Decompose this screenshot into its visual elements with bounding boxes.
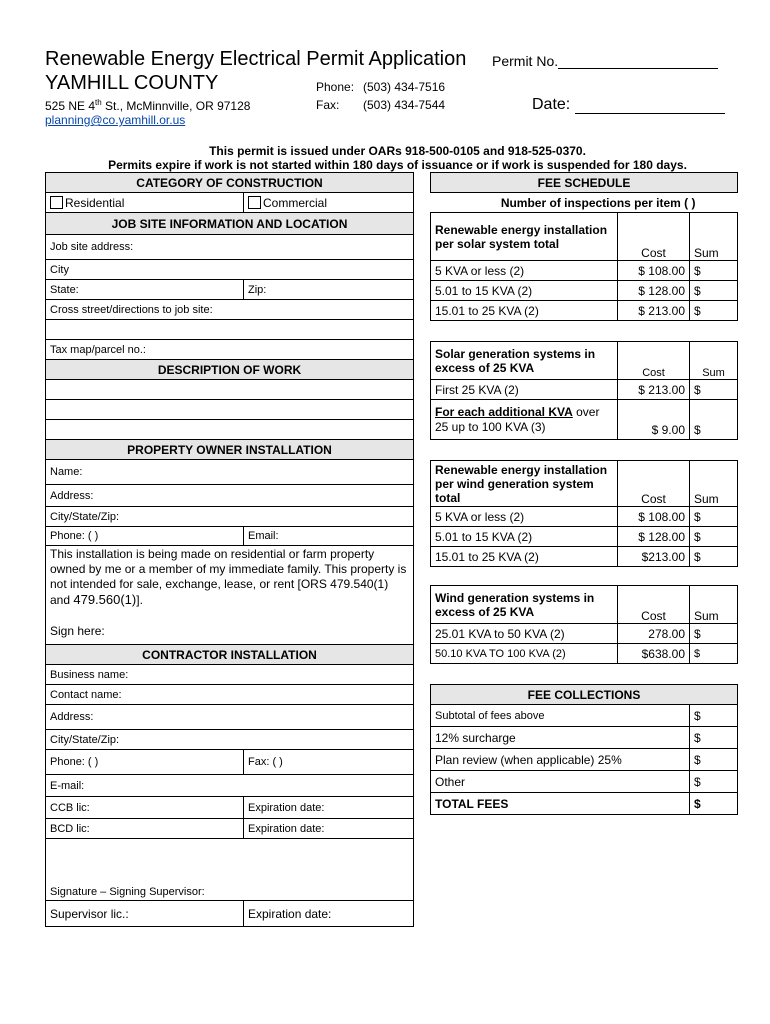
city-field[interactable]: City [46, 260, 414, 280]
inspections-count-field[interactable]: Number of inspections per item ( ) [431, 193, 738, 213]
date-field[interactable]: Date: [532, 96, 725, 114]
wind-excess-sum-header: Sum [690, 586, 738, 624]
wind-row-label: 5.01 to 15 KVA (2) [431, 527, 618, 547]
solar-sum-header: Sum [690, 213, 738, 261]
owner-name-field[interactable]: Name: [46, 460, 414, 485]
contractor-fax-field[interactable]: Fax: ( ) [244, 750, 414, 775]
contractor-email-field[interactable]: E-mail: [46, 775, 414, 797]
solar-excess-table [430, 341, 738, 440]
solar-first-sum[interactable]: $ [690, 380, 738, 400]
job-address-field[interactable]: Job site address: [46, 235, 414, 260]
ccb-expiration-field[interactable]: Expiration date: [244, 797, 414, 819]
wind-row-label: 5 KVA or less (2) [431, 507, 618, 527]
wind-excess-row-cost: 278.00 [618, 624, 690, 644]
solar-row-sum[interactable]: $ [690, 281, 738, 301]
wind-cost-header: Cost [618, 461, 690, 507]
contact-name-field[interactable]: Contact name: [46, 685, 414, 705]
surcharge-label: 12% surcharge [431, 727, 690, 749]
cross-street-line-2[interactable] [46, 320, 414, 340]
wind-row-label: 15.01 to 25 KVA (2) [431, 547, 618, 567]
contractor-city-field[interactable]: City/State/Zip: [46, 730, 414, 750]
fax-label: Fax: [316, 98, 340, 112]
notice-line-2: Permits expire if work is not started within 180 days of issuance or if work is suspended for 180 days. [108, 158, 687, 172]
owner-header: PROPERTY OWNER INSTALLATION [46, 440, 414, 460]
commercial-checkbox[interactable]: Commercial [244, 193, 414, 213]
wind-excess-row-cost: $638.00 [618, 644, 690, 664]
wind-excess-row-label: 25.01 KVA to 50 KVA (2) [431, 624, 618, 644]
plan-review-label: Plan review (when applicable) 25% [431, 749, 690, 771]
description-line-1[interactable] [46, 380, 414, 400]
solar-additional-label: For each additional KVA over 25 up to 100 KVA (3) [431, 400, 618, 440]
job-site-table [45, 172, 414, 927]
solar-row-sum[interactable]: $ [690, 261, 738, 281]
business-name-field[interactable]: Business name: [46, 665, 414, 685]
description-line-3[interactable] [46, 420, 414, 440]
phone-value: (503) 434-7516 [363, 80, 446, 94]
description-line-2[interactable] [46, 400, 414, 420]
form-title: Renewable Energy Electrical Permit Application [45, 48, 467, 70]
ccb-license-field[interactable]: CCB lic: [46, 797, 244, 819]
fee-collections-header: FEE COLLECTIONS [431, 685, 738, 705]
wind-excess-row-label: 50.10 KVA TO 100 KVA (2) [431, 644, 618, 664]
solar-excess-cost-header: Cost [618, 342, 690, 380]
category-header: CATEGORY OF CONSTRUCTION [46, 173, 414, 193]
email-link[interactable]: planning@co.yamhill.or.us [45, 113, 186, 127]
wind-row-sum[interactable]: $ [690, 507, 738, 527]
subtotal-sum[interactable]: $ [690, 705, 738, 727]
other-label: Other [431, 771, 690, 793]
solar-row-label: 15.01 to 25 KVA (2) [431, 301, 618, 321]
wind-row-cost: $ 128.00 [618, 527, 690, 547]
other-sum[interactable]: $ [690, 771, 738, 793]
solar-cost-header: Cost [618, 213, 690, 261]
contractor-address-field[interactable]: Address: [46, 705, 414, 730]
wind-excess-cost-header: Cost [618, 586, 690, 624]
solar-additional-sum[interactable]: $ [690, 400, 738, 440]
owner-address-field[interactable]: Address: [46, 485, 414, 507]
solar-row-cost: $ 213.00 [618, 301, 690, 321]
bcd-expiration-field[interactable]: Expiration date: [244, 819, 414, 839]
residential-checkbox[interactable]: Residential [46, 193, 244, 213]
wind-excess-row-sum[interactable]: $ [690, 624, 738, 644]
solar-row-label: 5.01 to 15 KVA (2) [431, 281, 618, 301]
solar-additional-cost: $ 9.00 [618, 400, 690, 440]
wind-row-cost: $213.00 [618, 547, 690, 567]
sign-here-label[interactable]: Sign here: [50, 624, 105, 638]
jobsite-header: JOB SITE INFORMATION AND LOCATION [46, 213, 414, 235]
supervisor-expiration-field[interactable]: Expiration date: [244, 901, 414, 927]
owner-city-field[interactable]: City/State/Zip: [46, 507, 414, 527]
contractor-phone-field[interactable]: Phone: ( ) [46, 750, 244, 775]
state-field[interactable]: State: [46, 280, 244, 300]
supervisor-license-field[interactable]: Supervisor lic.: [46, 901, 244, 927]
contractor-header: CONTRACTOR INSTALLATION [46, 645, 414, 665]
solar-header: Renewable energy installation per solar system total [431, 213, 618, 261]
wind-row-cost: $ 108.00 [618, 507, 690, 527]
solar-row-label: 5 KVA or less (2) [431, 261, 618, 281]
tax-map-field[interactable]: Tax map/parcel no.: [46, 340, 414, 360]
supervisor-signature-field[interactable]: Signature – Signing Supervisor: [46, 839, 414, 901]
surcharge-sum[interactable]: $ [690, 727, 738, 749]
cross-street-field[interactable]: Cross street/directions to job site: [46, 300, 414, 320]
description-header: DESCRIPTION OF WORK [46, 360, 414, 380]
county-name: YAMHILL COUNTY [45, 72, 219, 94]
fee-schedule-header: FEE SCHEDULE [431, 173, 738, 193]
solar-row-cost: $ 128.00 [618, 281, 690, 301]
permit-no-field[interactable]: Permit No. [492, 53, 718, 69]
solar-first-cost: $ 213.00 [618, 380, 690, 400]
zip-field[interactable]: Zip: [244, 280, 414, 300]
owner-phone-field[interactable]: Phone: ( ) [46, 527, 244, 546]
owner-email-field[interactable]: Email: [244, 527, 414, 546]
office-address: 525 NE 4th St., McMinnville, OR 97128 [45, 98, 251, 113]
solar-first-label: First 25 KVA (2) [431, 380, 618, 400]
plan-review-sum[interactable]: $ [690, 749, 738, 771]
fee-schedule-table [430, 172, 738, 321]
wind-excess-table [430, 585, 738, 664]
subtotal-label: Subtotal of fees above [431, 705, 690, 727]
owner-statement: This installation is being made on residential or farm property owned by me or a member of my immediate family. This property is not intended for sale, exchange, lease, or rent [ORS 479.540(1) and 479.560(1)]. Sign here: [46, 546, 414, 645]
wind-row-sum[interactable]: $ [690, 527, 738, 547]
wind-row-sum[interactable]: $ [690, 547, 738, 567]
fax-value: (503) 434-7544 [363, 98, 446, 112]
phone-label: Phone: [316, 80, 355, 94]
total-fees-label: TOTAL FEES [431, 793, 690, 815]
total-fees-sum[interactable]: $ [690, 793, 738, 815]
wind-table [430, 460, 738, 567]
wind-sum-header: Sum [690, 461, 738, 507]
fee-collections-table [430, 684, 738, 815]
bcd-license-field[interactable]: BCD lic: [46, 819, 244, 839]
wind-excess-row-sum[interactable]: $ [690, 644, 738, 664]
notice-line-1: This permit is issued under OARs 918-500-0105 and 918-525-0370. [209, 144, 586, 158]
wind-header: Renewable energy installation per wind generation system total [431, 461, 618, 507]
wind-excess-header: Wind generation systems in excess of 25 KVA [431, 586, 618, 624]
solar-excess-header: Solar generation systems in excess of 25 KVA [431, 342, 618, 380]
solar-row-cost: $ 108.00 [618, 261, 690, 281]
solar-excess-sum-header: Sum [690, 342, 738, 380]
solar-row-sum[interactable]: $ [690, 301, 738, 321]
